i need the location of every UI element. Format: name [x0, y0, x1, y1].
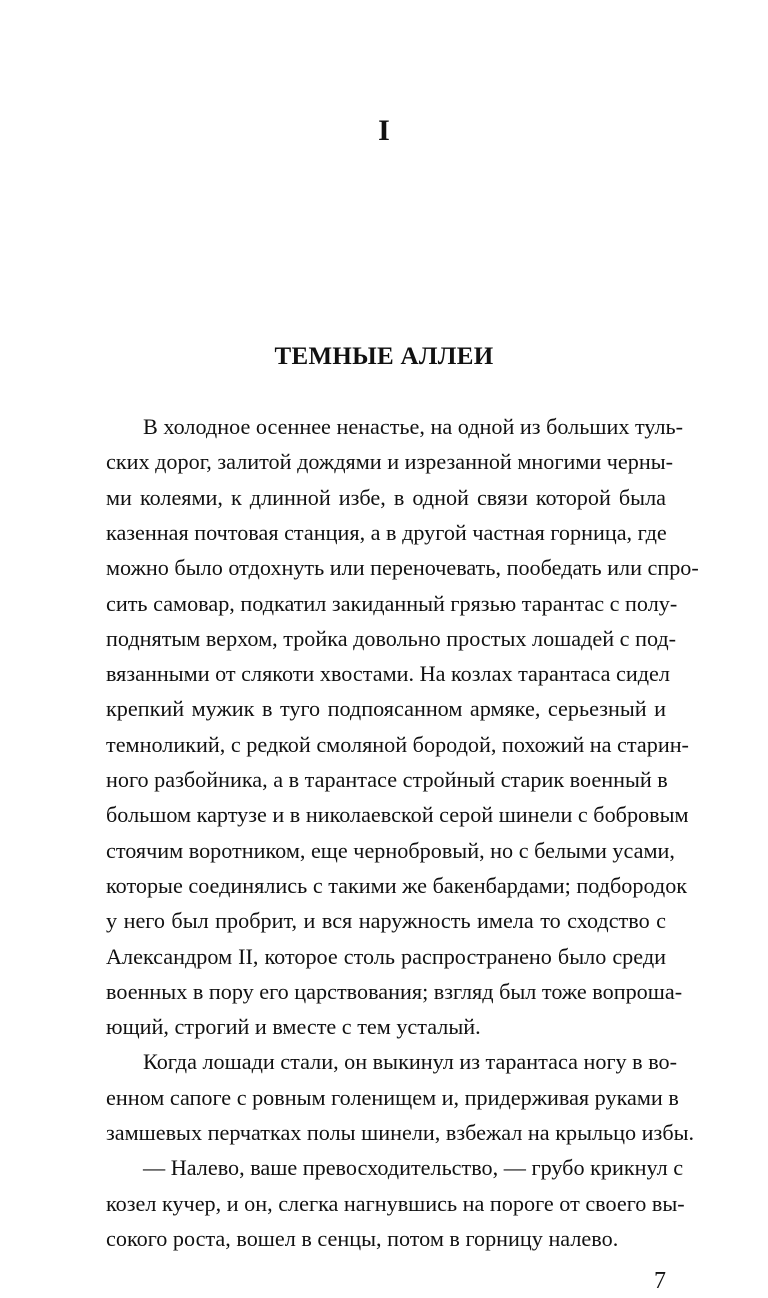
text-line: ного разбойника, а в тарантасе стройный старик военный в — [106, 767, 668, 792]
text-line: ских дорог, залитой дождями и изрезанной многими черны- — [106, 449, 674, 475]
text-line: ющий, строгий и вместе с тем усталый. — [106, 1014, 481, 1040]
text-line: замшевых перчатках полы шинели, взбежал на крыльцо избы. — [106, 1120, 695, 1145]
text-line: козел кучер, и он, слегка нагнувшись на пороге от своего вы- — [106, 1190, 685, 1216]
text-line: которые соединялись с такими же бакенбардами; подбородок — [106, 872, 688, 898]
text-line: Александром II, которое столь распространено было среди — [106, 943, 666, 969]
text-line: большом картузе и в николаевской серой шинели с бобровым — [106, 802, 689, 828]
text-line: стоячим воротником, еще чернобровый, но с белыми усами, — [106, 837, 675, 863]
text-line: сокого роста, вошел в сенцы, потом в горницу налево. — [106, 1225, 619, 1251]
text-line: ми колеями, к длинной избе, в одной связи которой была — [106, 484, 666, 510]
text-line: казенная почтовая станция, а в другой частная горница, где — [106, 519, 667, 545]
text-line: енном сапоге с ровным голенищем и, придерживая руками в — [106, 1084, 679, 1110]
text-line: поднятым верхом, тройка довольно простых лошадей с под- — [106, 625, 677, 651]
text-line: можно было отдохнуть или переночевать, пообедать или спро- — [106, 555, 699, 581]
text-line: у него был пробрит, и вся наружность имела то сходство с — [106, 908, 666, 934]
text-line: — Налево, ваше превосходительство, — грубо крикнул с — [143, 1155, 684, 1181]
chapter-numeral: I — [378, 114, 390, 147]
text-line: вязанными от слякоти хвостами. На козлах тарантаса сидел — [106, 661, 670, 687]
chapter-title: ТЕМНЫЕ АЛЛЕИ — [274, 343, 494, 370]
text-line: крепкий мужик в туго подпоясанном армяке, серьезный и — [106, 696, 666, 722]
text-line: сить самовар, подкатил закиданный грязью тарантас с полу- — [106, 590, 678, 616]
text-line: темноликий, с редкой смоляной бородой, похожий на старин- — [106, 731, 689, 757]
page-number: 7 — [654, 1268, 666, 1295]
text-line: Когда лошади стали, он выкинул из тарантаса ногу в во- — [143, 1049, 678, 1075]
text-line: военных в пору его царствования; взгляд был тоже вопроша- — [106, 978, 683, 1004]
text-line: В холодное осеннее ненастье, на одной из больших туль- — [143, 414, 684, 439]
